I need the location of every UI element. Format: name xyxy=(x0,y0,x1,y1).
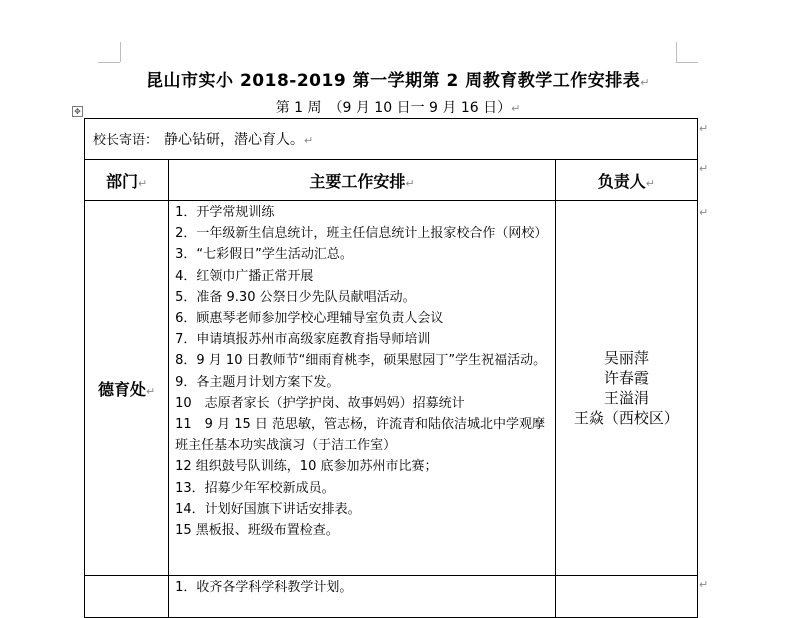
task-item: 1．收齐各学科学科教学计划。 xyxy=(175,580,353,595)
owners-cell[interactable] xyxy=(555,576,697,618)
task-item: 9．各主题月计划方案下发。 xyxy=(175,374,340,390)
paragraph-mark: ↵ xyxy=(511,102,521,115)
motto-row xyxy=(85,119,698,160)
header-owner[interactable]: 负责人↵ xyxy=(555,160,697,201)
task-item: 5．准备 9.30 公祭日少先队员献唱活动。 xyxy=(175,289,416,305)
week-line-text: 第 1 周 （9 月 10 日一 9 月 16 日） xyxy=(275,100,512,116)
task-item: 6．顾惠琴老师参加学校心理辅导室负责人会议 xyxy=(175,311,444,327)
task-item: 2．一年级新生信息统计，班主任信息统计上报家校合作（网校） xyxy=(175,226,548,242)
department-cell[interactable] xyxy=(85,576,169,618)
tasks-cell[interactable] xyxy=(169,201,556,576)
row-end-mark: ↵ xyxy=(699,122,709,135)
motto-label: 校长寄语： xyxy=(93,133,159,148)
department-cell[interactable]: 德育处↵ xyxy=(85,201,169,576)
schedule-table xyxy=(84,118,698,618)
task-item: 7．申请填报苏州市高级家庭教育指导师培训 xyxy=(175,332,431,348)
header-row xyxy=(85,160,698,201)
task-item: 10 志原者家长（护学护岗、故事妈妈）招募统计 xyxy=(175,395,465,411)
task-item: 13．招募少年军校新成员。 xyxy=(175,480,335,496)
page-corner-right xyxy=(676,42,677,62)
section-row xyxy=(85,201,698,576)
header-arrangements[interactable]: 主要工作安排↵ xyxy=(169,160,556,201)
row-end-mark: ↵ xyxy=(699,206,709,219)
task-item: 8．9 月 10 日教师节“细雨育桃李，硕果慰园丁”学生祝福活动。 xyxy=(175,353,547,369)
owner-name: 许春霞 xyxy=(603,369,649,387)
task-item: 12 组织鼓号队训练，10 底参加苏州市比赛； xyxy=(175,459,438,475)
document-title xyxy=(0,66,796,91)
task-item: 4．红领巾广播正常开展 xyxy=(175,268,314,284)
table-move-handle-icon[interactable]: ✥ xyxy=(72,106,83,117)
task-item: 1．开学常规训练 xyxy=(175,205,275,220)
row-end-mark: ↵ xyxy=(699,578,709,591)
paragraph-mark: ↵ xyxy=(304,134,314,147)
paragraph-mark: ↵ xyxy=(640,76,650,89)
tasks-cell[interactable] xyxy=(169,576,556,618)
owner-name: 王溢涓 xyxy=(603,389,649,407)
title-text: 昆山市实小 2018-2019 第一学期第 2 周教育教学工作安排表 xyxy=(146,71,641,91)
page-corner-left-h xyxy=(98,62,120,63)
task-item: 15 黑板报、班级布置检查。 xyxy=(175,523,339,539)
header-department[interactable]: 部门↵ xyxy=(85,160,169,201)
week-line xyxy=(0,97,796,117)
motto-cell[interactable] xyxy=(85,119,698,160)
motto-text: 静心钻研，潜心育人。 xyxy=(164,132,305,148)
page-corner-right-h xyxy=(676,62,698,63)
owner-name: 吴丽萍 xyxy=(603,349,649,367)
task-item: 3．“七彩假日”学生活动汇总。 xyxy=(175,247,353,263)
task-item: 11 9 月 15 日 范思敏，管志杨，许流青和陆依洁城北中学观摩班主任基本功实战演习（于洁工作室） xyxy=(175,417,546,454)
section-row xyxy=(85,576,698,618)
row-end-mark: ↵ xyxy=(699,162,709,175)
page-corner-left xyxy=(120,42,121,62)
owners-cell[interactable] xyxy=(555,201,697,576)
task-item: 14．计划好国旗下讲话安排表。 xyxy=(175,501,361,517)
owner-name: 王焱（西校区） xyxy=(573,409,679,427)
